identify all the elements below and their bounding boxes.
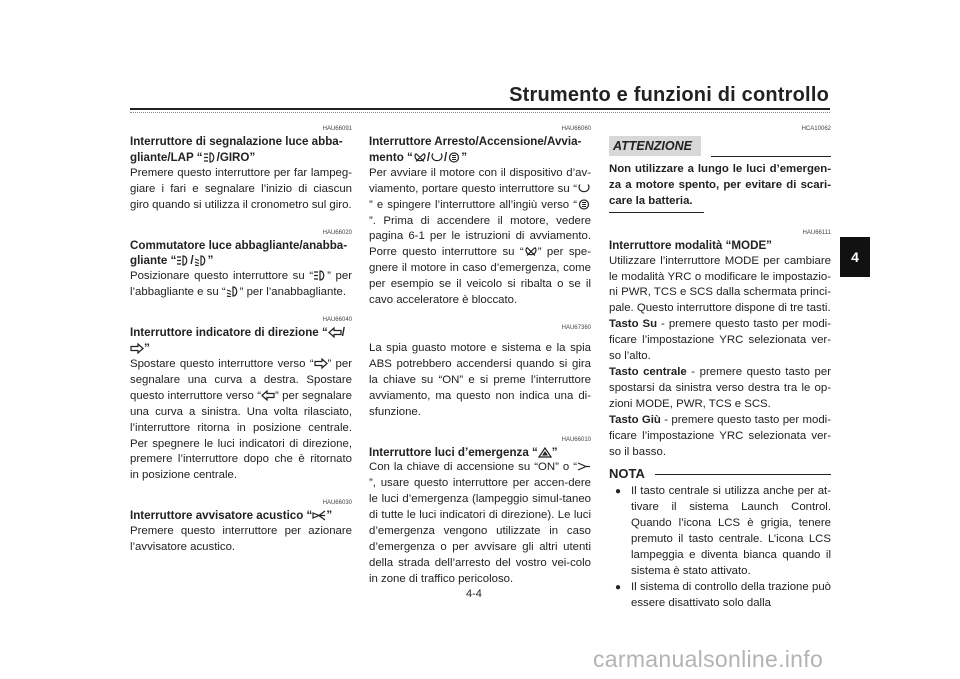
- page-number: 4-4: [466, 588, 482, 600]
- note-item: ● Il sistema di controllo della trazione può essere disattivato solo dalla: [609, 580, 831, 612]
- body-text: ” e spingere l’interruttore all’ingiù verso “: [369, 198, 577, 211]
- body-text: ”. Prima di accendere il motore, vedere pagina 6-1 per le istruzioni di avviamento. Porre questo interruttore su “: [369, 214, 591, 259]
- body-text: ”, usare questo interruttore per accen-dere le luci d’emergenza (lampeggio simul-taneo di tutte le luci indicatori di direzione). Le luci d’emergenza vengono utilizzate in caso d’emergenza o per avvisare gli altri utenti della strada dell’arresto del vostro vei-colo in zone di traffico pericoloso.: [369, 477, 591, 585]
- turn-left-icon: [261, 390, 275, 401]
- high-beam-icon: [203, 152, 217, 163]
- section-code: HAU66010: [561, 436, 591, 443]
- heading-text: ”: [551, 445, 558, 459]
- horn-icon: [312, 510, 326, 521]
- engine-run-icon: [577, 183, 591, 194]
- engine-stop-icon: [413, 152, 427, 163]
- note-header: [609, 466, 831, 482]
- heading-text: Interruttore luci d’emergenza “: [369, 445, 538, 459]
- section-body: Utilizzare l’interruttore MODE per cambiare le modalità YRC o modificare le impostazio-ni PWR, TCS e SCS dalla schermata princi-pale. Questo interruttore dispone di tre tasti.: [609, 254, 831, 315]
- watermark: carmanualsonline.info: [593, 646, 824, 672]
- note-list: [609, 484, 831, 611]
- heading-text: /: [444, 150, 448, 164]
- section-code: HAU66091: [322, 126, 352, 132]
- chapter-tab[interactable]: 4: [840, 237, 870, 277]
- column-1: [130, 125, 352, 556]
- note-label: NOTA: [609, 466, 645, 482]
- header-dotted-rule: [130, 112, 830, 113]
- heading-text: ”: [326, 509, 333, 523]
- low-beam-icon: [194, 255, 208, 266]
- section-heading-horn: [130, 508, 352, 524]
- section-body: [369, 166, 591, 309]
- section-heading-turn-signal: [130, 325, 352, 357]
- attention-header: [609, 134, 831, 156]
- body-text: ” per l’abbagliante e su “: [130, 270, 353, 299]
- center-key-label: Tasto centrale: [609, 365, 687, 378]
- section-code: HAU66030: [322, 500, 352, 507]
- down-key-label: Tasto Giù: [609, 413, 661, 426]
- section-body: [130, 269, 352, 301]
- turn-right-icon: [130, 343, 144, 354]
- down-key-text: [609, 413, 831, 461]
- heading-text: /: [426, 150, 431, 164]
- heading-text: Interruttore avvisatore acustico “: [130, 509, 313, 523]
- body-text: - premere questo tasto per spostarsi da sinistra verso destra tra le op-zioni MODE, PWR, TCS e SCS.: [609, 365, 832, 410]
- note-rule: [655, 474, 831, 475]
- turn-left-icon: [328, 327, 342, 338]
- heading-text: ”: [144, 342, 150, 356]
- section-heading-dimmer: [130, 238, 352, 270]
- section-code: HAU66060: [561, 126, 591, 132]
- attention-rule: [711, 156, 831, 157]
- section-body: [369, 460, 591, 587]
- low-beam-icon: [226, 286, 240, 297]
- heading-text: Interruttore Arresto/Accensione/Avvia-mento “: [369, 135, 582, 164]
- heading-text: Interruttore di segnalazione luce abba-gliante/LAP “: [130, 135, 343, 164]
- heading-text: /: [190, 254, 194, 268]
- center-key-text: [609, 365, 831, 413]
- column-3: [609, 125, 831, 612]
- start-icon: [577, 199, 591, 210]
- body-text: Spostare questo interruttore verso “: [130, 357, 314, 370]
- engine-stop-icon: [524, 246, 538, 257]
- engine-run-icon: [430, 152, 444, 163]
- section-code: HAU66040: [322, 317, 352, 324]
- section-heading-stop-start: [369, 134, 591, 166]
- section-heading-hazard: [369, 445, 591, 461]
- up-key-text: [609, 317, 831, 365]
- up-key-label: Tasto Su: [609, 318, 658, 331]
- turn-right-icon: [314, 358, 328, 369]
- section-heading-pass-lap: [130, 134, 352, 166]
- body-text: Per avviare il motore con il dispositivo d’av-viamento, portare questo interruttore su “: [369, 166, 591, 195]
- section-code: HAU67360: [561, 324, 591, 331]
- high-beam-icon: [313, 270, 327, 281]
- high-beam-icon: [176, 255, 190, 266]
- body-text: Posizionare questo interruttore su “: [130, 270, 314, 283]
- section-heading-mode: Interruttore modalità “MODE”: [609, 238, 772, 252]
- section-code: HAU66020: [322, 229, 352, 236]
- body-text: ” per segnalare una curva a destra. Spostare questo interruttore verso “: [130, 357, 352, 402]
- start-icon: [447, 152, 461, 163]
- heading-text: ”: [461, 150, 468, 164]
- section-body: Premere questo interruttore per azionare l’avvisatore acustico.: [130, 525, 352, 554]
- body-text: ” per segnalare una curva a sinistra. Una volta rilasciato, l’interruttore ritorna in posizione centrale. Per spegnere le luci indicatori di direzione, premere l’interruttore dopo che è ritornato in posizione centrale.: [130, 389, 352, 482]
- body-text: - premere questo tasto per modi-ficare l’impostazione YRC selezionata ver-so l’alto.: [609, 318, 831, 363]
- heading-text: ”: [207, 254, 214, 268]
- parking-key-icon: [577, 461, 591, 472]
- note-item: ● Il tasto centrale si utilizza anche per at-tivare il sistema Launch Control. Quando l’icona LCS è grigia, tenere premuto il tasto centrale. L’icona LCS lampeggia e diventa bianca quando il sistema è stato attivato.: [609, 484, 831, 579]
- body-text: ” per spe-gnere il motore in caso d’emergenza, come per esempio se il veicolo si ribalta o se il cavo acceleratore è bloccato.: [369, 246, 591, 307]
- section-body: Premere questo interruttore per far lampeg-giare i fari e segnalare l’inizio di ciascun giro quando si utilizza il cronometro sul giro.: [130, 166, 352, 211]
- section-body: La spia guasto motore e sistema e la spia ABS potrebbero accendersi quando si gira la chiave su “ON” e si preme l’interruttore avviamento, ma questo non indica una di-sfunzione.: [369, 341, 591, 418]
- body-text: - premere questo tasto per modi-ficare l’impostazione YRC selezionata ver-so il basso.: [609, 413, 831, 458]
- column-2: [369, 125, 591, 588]
- page-title: Strumento e funzioni di controllo: [509, 84, 829, 106]
- body-text: Con la chiave di accensione su “ON” o “: [369, 461, 577, 474]
- section-body: [130, 357, 352, 484]
- heading-text: Commutatore luce abbagliante/anabba-gliante “: [130, 238, 348, 268]
- heading-text: /GIRO”: [216, 150, 256, 164]
- body-text: ” per l’anabbagliante.: [239, 286, 347, 299]
- hazard-icon: [538, 447, 552, 458]
- header-rule: [130, 108, 830, 110]
- heading-text: /: [341, 326, 345, 340]
- attention-badge: ATTENZIONE: [609, 136, 701, 156]
- heading-text: Interruttore indicatore di direzione “: [130, 326, 328, 340]
- attention-text: Non utilizzare a lungo le luci d’emergen-za a motore spento, per evitare di scari-care la batteria.: [609, 163, 831, 207]
- section-code: HAU66111: [802, 229, 831, 236]
- section-code: HCA10062: [801, 126, 831, 132]
